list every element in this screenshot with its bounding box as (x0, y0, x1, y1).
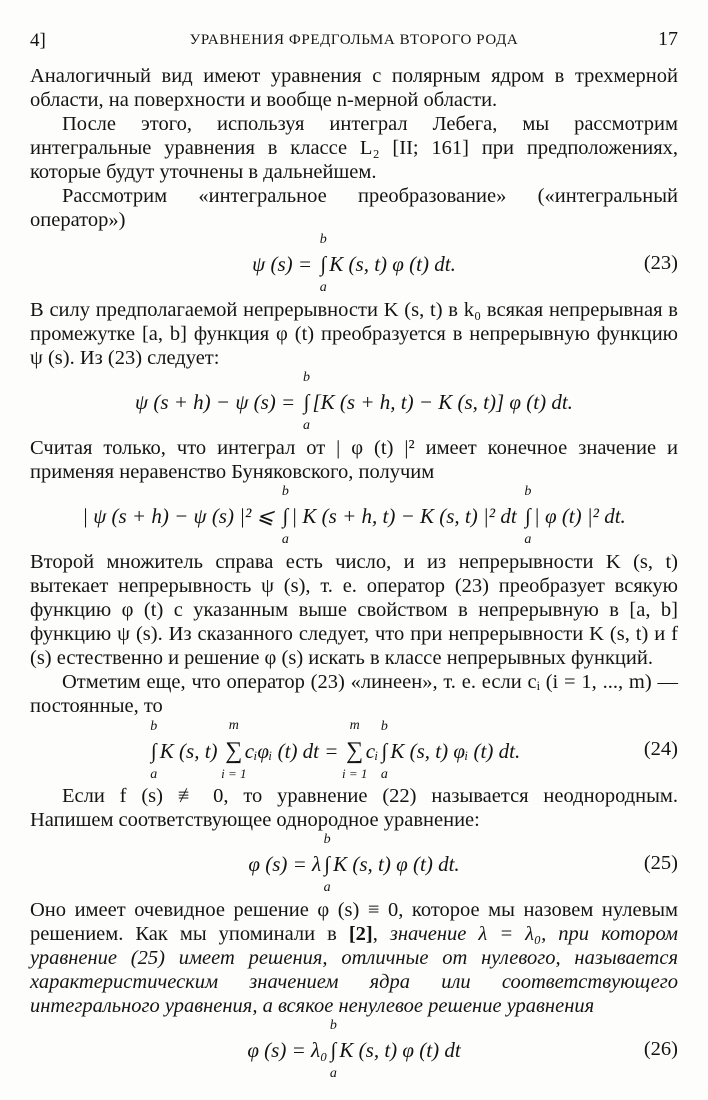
paragraph-9 (30, 898, 678, 1018)
integral-upper-limit: b (524, 484, 532, 499)
paragraph-7: Отметим еще, что оператор (23) «линеен», т. е. если cᵢ (i = 1, ..., m) — постоянные, то (30, 671, 678, 717)
paragraph-8: Если f (s) ≢ 0, то уравнение (22) называется неоднородным. Напишем соответствующее однородное уравнение: (30, 785, 678, 831)
equation-26 (30, 1020, 678, 1082)
integral-lower-limit: a (329, 1066, 337, 1081)
integral-sign (300, 370, 312, 433)
integral-glyph: ∫ (330, 1038, 337, 1062)
eq24-part2: cᵢφᵢ (t) dt = (244, 739, 344, 763)
integral-upper-limit: b (380, 719, 388, 734)
integral-lower-limit: a (319, 280, 327, 295)
equation-difference (30, 372, 678, 434)
sum-upper-limit: m (228, 718, 239, 733)
integral-sign (378, 719, 390, 782)
integral-lower-limit: a (380, 767, 388, 782)
eq-ineq-mid: | K (s + h, t) − K (s, t) |² dt (291, 504, 522, 528)
equation-number: (26) (643, 1038, 678, 1060)
eq-diff-lhs: ψ (s + h) − ψ (s) = (135, 390, 301, 414)
integral-glyph: ∫ (381, 739, 388, 763)
integral-sign (321, 832, 333, 895)
equation-inequality (30, 486, 678, 548)
equation-23 (30, 234, 678, 296)
integral-lower-limit: a (524, 532, 532, 547)
page-number: 17 (658, 28, 678, 50)
eq-ineq-rhs: | φ (t) |² dt. (533, 504, 626, 528)
integral-glyph: ∫ (150, 739, 157, 763)
eq23-rhs: K (s, t) φ (t) dt. (329, 252, 456, 276)
equation-24 (30, 720, 678, 782)
paragraph-9-comma: , (372, 923, 390, 945)
integral-lower-limit: a (150, 767, 158, 782)
integral-glyph: ∫ (320, 252, 327, 276)
integral-glyph: ∫ (282, 504, 289, 528)
equation-25 (30, 834, 678, 896)
equation-number: (24) (643, 738, 678, 760)
integral-glyph: ∫ (525, 504, 531, 528)
sum-lower-limit: i = 1 (342, 766, 368, 781)
paragraph-6: Второй множитель справа есть число, и из непрерывности K (s, t) вытекает непрерывность ψ (s), т. е. оператор (23) преобразует всякую функцию φ (t) с указанным выше свойством в непрерывную в [a, b] функцию ψ (s). Из сказанного следует, что при непрерывности K (s, t) и f (s) естественно и решение φ (s) искать в классе непрерывных функций. (30, 551, 678, 669)
sum-sign (342, 718, 368, 781)
equation-number: (25) (643, 852, 678, 874)
integral-upper-limit: b (150, 719, 158, 734)
eq24-part4: K (s, t) φᵢ (t) dt. (390, 739, 521, 763)
integral-lower-limit: a (302, 418, 310, 433)
eq25-lhs: φ (s) = λ (248, 852, 322, 876)
eq25-rhs: K (s, t) φ (t) dt. (333, 852, 460, 876)
paragraph-3: Рассмотрим «интегральное преобразование» («интегральный оператор») (30, 185, 678, 231)
eq-diff-rhs: [K (s + h, t) − K (s, t)] φ (t) dt. (312, 390, 573, 414)
integral-upper-limit: b (319, 232, 327, 247)
running-title: УРАВНЕНИЯ ФРЕДГОЛЬМА ВТОРОГО РОДА (189, 32, 519, 48)
running-header (30, 28, 678, 54)
integral-upper-limit: b (329, 1018, 337, 1033)
paragraph-2: После этого, используя интеграл Лебега, мы рассмотрим интегральные уравнения в классе L₂ [II; 161] при предположениях, которые будут уточнены в дальнейшем. (30, 113, 678, 183)
eq26-rhs: K (s, t) φ (t) dt (339, 1038, 461, 1062)
equation-number: (23) (643, 252, 678, 274)
eq-ineq-lhs: | ψ (s + h) − ψ (s) |² ⩽ (82, 504, 280, 528)
eq26-lhs: φ (s) = λ₀ (247, 1038, 328, 1062)
integral-upper-limit: b (323, 832, 331, 847)
sum-glyph: ∑ (225, 738, 243, 764)
integral-sign (279, 484, 291, 547)
reference-citation: [2] (348, 923, 373, 945)
eq24-part3: cᵢ (365, 739, 379, 763)
integral-glyph: ∫ (303, 390, 310, 414)
paragraph-1: Аналогичный вид имеют уравнения с полярным ядром в трехмерной области, на поверхности и вообще n-мерной области. (30, 65, 678, 111)
integral-upper-limit: b (302, 370, 310, 385)
definition-italic: значение λ = λ₀, при котором уравнение (25) имеет решения, отличные от нулевого, называется характеристическим значением ядра или соответствующего интегрального уравнения, а всякое ненулевое решение уравнения (30, 923, 678, 1017)
integral-lower-limit: a (281, 532, 289, 547)
sum-glyph: ∑ (346, 738, 364, 764)
integral-upper-limit: b (281, 484, 289, 499)
integral-sign (327, 1018, 339, 1081)
eq24-part1: K (s, t) (159, 739, 223, 763)
page-body (30, 64, 678, 1084)
integral-lower-limit: a (323, 880, 331, 895)
paragraph-4: В силу предполагаемой непрерывности K (s, t) в k₀ всякая непрерывная в промежутке [a, b] функция φ (t) преобразуется в непрерывную функцию ψ (s). Из (23) следует: (30, 299, 678, 369)
integral-sign (317, 232, 329, 295)
eq23-lhs: ψ (s) = (252, 252, 318, 276)
sum-upper-limit: m (349, 718, 360, 733)
integral-sign (522, 484, 534, 547)
integral-glyph: ∫ (324, 852, 330, 876)
paragraph-5: Считая только, что интеграл от | φ (t) |² имеет конечное значение и применяя неравенство Буняковского, получим (30, 437, 678, 483)
sum-sign (221, 718, 247, 781)
integral-sign (148, 719, 160, 782)
sum-lower-limit: i = 1 (221, 766, 247, 781)
section-number: 4] (30, 30, 46, 51)
paragraph-9-start: Оно имеет очевидное решение φ (s) ≡ 0, которое мы назовем нулевым решением. Как мы упоминали в (30, 899, 678, 945)
